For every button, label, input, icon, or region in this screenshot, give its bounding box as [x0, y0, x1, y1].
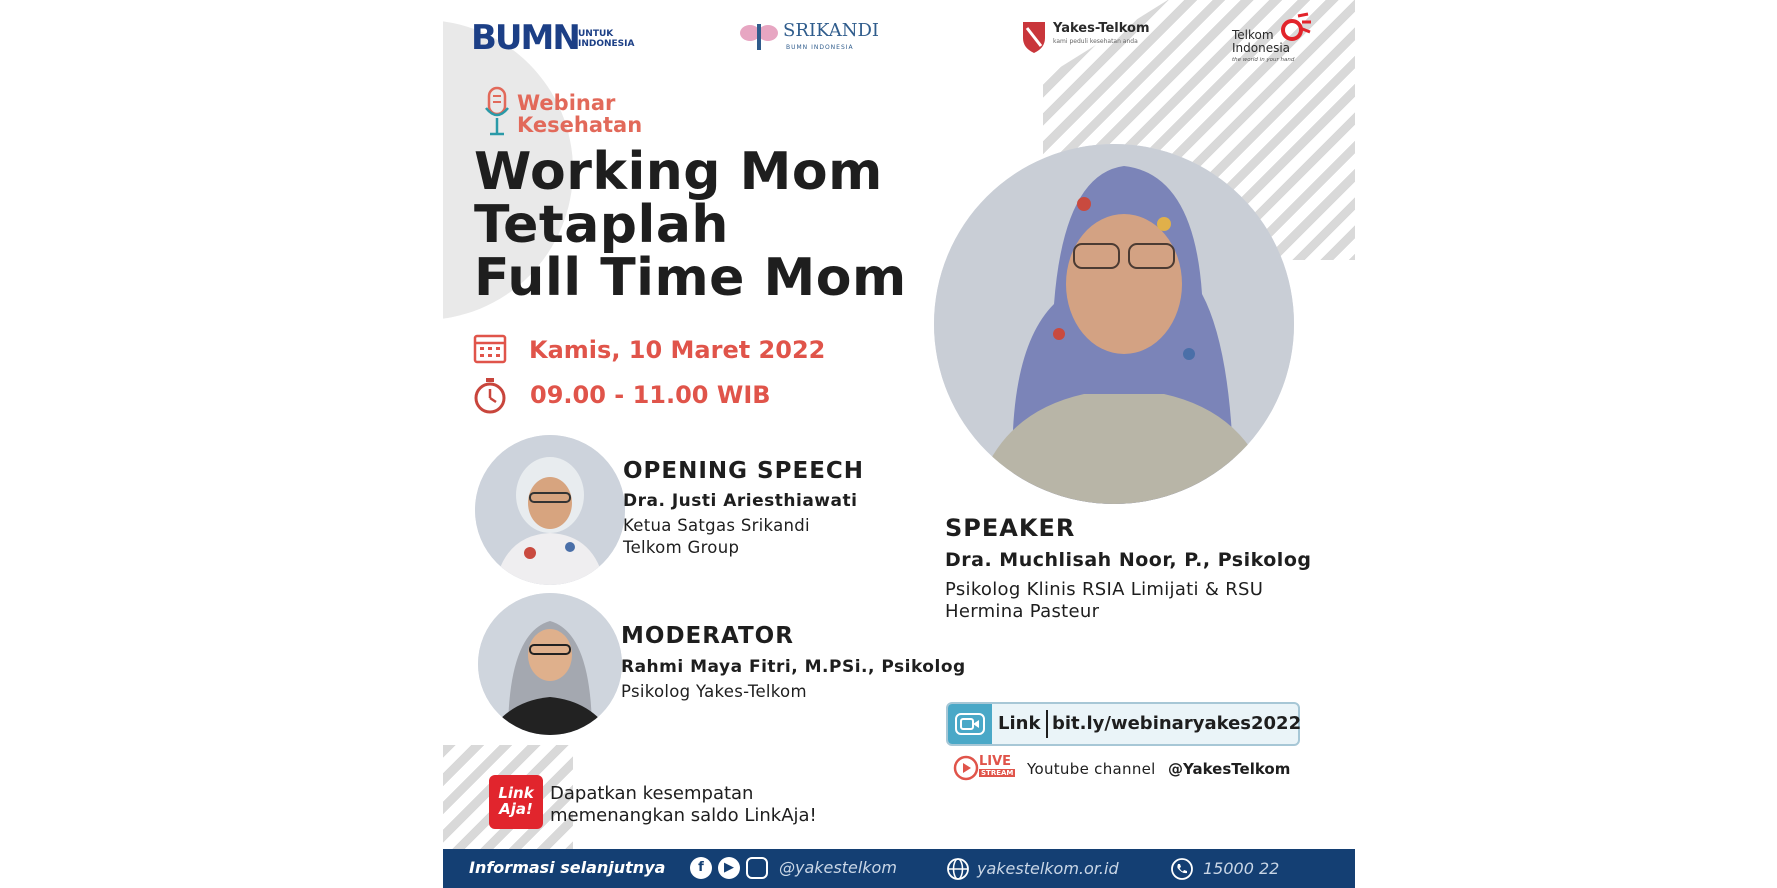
- webinar-poster: [443, 0, 1355, 888]
- title-line3: Full Time Mom: [474, 248, 907, 308]
- opening-speech-role: OPENING SPEECH: [623, 458, 865, 484]
- linkaja-logo-line2: Aja!: [499, 800, 533, 818]
- person-portrait-icon: [478, 593, 622, 735]
- opening-desc-line1: Ketua Satgas Srikandi: [623, 516, 810, 535]
- title-line2: Tetaplah: [474, 195, 729, 255]
- video-camera-icon: [948, 704, 992, 744]
- person-portrait-icon: [475, 435, 625, 585]
- link-label: Link: [998, 713, 1041, 734]
- shield-icon: [1021, 20, 1047, 54]
- telkom-indonesia-logo: [1226, 12, 1326, 68]
- stopwatch-icon: [472, 376, 508, 416]
- speaker-desc-line2: Hermina Pasteur: [945, 601, 1100, 622]
- stream-badge-text: STREAM: [981, 769, 1014, 777]
- live-badge-text: LIVE: [979, 754, 1012, 769]
- speaker-role: SPEAKER: [945, 514, 1076, 542]
- opening-speaker-desc: [623, 515, 810, 559]
- link-divider: [1046, 710, 1048, 738]
- event-time: 09.00 - 11.00 WIB: [530, 381, 771, 409]
- bumn-logo-subtitle: UNTUK INDONESIA: [578, 29, 635, 49]
- linkaja-logo: [489, 775, 543, 829]
- telkom-tagline: the world in your hand: [1232, 57, 1295, 63]
- globe-icon: [946, 857, 970, 881]
- speaker-photo: [934, 144, 1294, 504]
- opening-desc-line2: Telkom Group: [623, 538, 740, 557]
- yakes-tagline: kami peduli kesehatan anda: [1053, 38, 1138, 45]
- butterfly-icon: [739, 20, 779, 52]
- footer-website[interactable]: yakestelkom.or.id: [977, 859, 1119, 878]
- moderator-photo: [478, 593, 622, 735]
- moderator-role: MODERATOR: [621, 623, 794, 649]
- play-icon: [953, 755, 979, 781]
- event-title: [474, 142, 907, 308]
- microphone-icon: [483, 86, 511, 138]
- webinar-label: [517, 92, 642, 136]
- opening-speaker-name: Dra. Justi Ariesthiawati: [623, 491, 858, 511]
- footer-social-handle[interactable]: @yakestelkom: [779, 858, 897, 877]
- srikandi-logo: [739, 20, 880, 54]
- speaker-name: Dra. Muchlisah Noor, P., Psikolog: [945, 549, 1312, 571]
- bumn-logo: [471, 18, 579, 58]
- telkom-wordmark-line1: Telkom: [1232, 28, 1274, 42]
- linkaja-logo-line1: Link: [498, 784, 534, 802]
- moderator-desc: Psikolog Yakes-Telkom: [621, 682, 807, 701]
- person-portrait-icon: [934, 144, 1294, 504]
- speaker-desc: [945, 579, 1263, 623]
- telkom-swirl-icon: [1278, 12, 1312, 42]
- linkaja-promo-text: [550, 783, 817, 827]
- footer-info-label: Informasi selanjutnya: [469, 858, 666, 877]
- webinar-label-line2: Kesehatan: [517, 113, 643, 137]
- speaker-desc-line1: Psikolog Klinis RSIA Limijati & RSU: [945, 579, 1264, 600]
- opening-speaker-photo: [475, 435, 625, 585]
- live-stream-badge: [953, 754, 1021, 782]
- calendar-icon: [473, 332, 507, 364]
- srikandi-subtitle: BUMN INDONESIA: [786, 44, 854, 51]
- youtube-channel-label: Youtube channel: [1027, 760, 1156, 778]
- webinar-link-box[interactable]: [946, 702, 1300, 746]
- facebook-icon[interactable]: f: [690, 857, 712, 879]
- bumn-logo-mark: BUMN: [471, 18, 579, 58]
- event-date: Kamis, 10 Maret 2022: [529, 336, 826, 364]
- linkaja-text-line2: memenangkan saldo LinkAja!: [550, 805, 817, 826]
- telkom-wordmark-line2: Indonesia: [1232, 41, 1291, 55]
- webinar-link-url[interactable]: bit.ly/webinaryakes2022: [1052, 713, 1302, 734]
- linkaja-text-line1: Dapatkan kesempatan: [550, 783, 754, 804]
- yakes-wordmark: Yakes-Telkom: [1053, 21, 1150, 36]
- webinar-label-line1: Webinar: [517, 91, 616, 115]
- yakes-telkom-logo: [1021, 20, 1151, 56]
- youtube-icon[interactable]: ▶: [718, 857, 740, 879]
- title-line1: Working Mom: [474, 142, 883, 202]
- srikandi-wordmark: SRIKANDI: [783, 20, 880, 41]
- footer-phone[interactable]: 15000 22: [1203, 859, 1280, 878]
- footer-bar: [443, 849, 1355, 888]
- instagram-icon[interactable]: [746, 857, 768, 879]
- moderator-name: Rahmi Maya Fitri, M.PSi., Psikolog: [621, 657, 966, 677]
- phone-icon: [1170, 857, 1194, 881]
- youtube-channel-handle[interactable]: @YakesTelkom: [1168, 760, 1291, 778]
